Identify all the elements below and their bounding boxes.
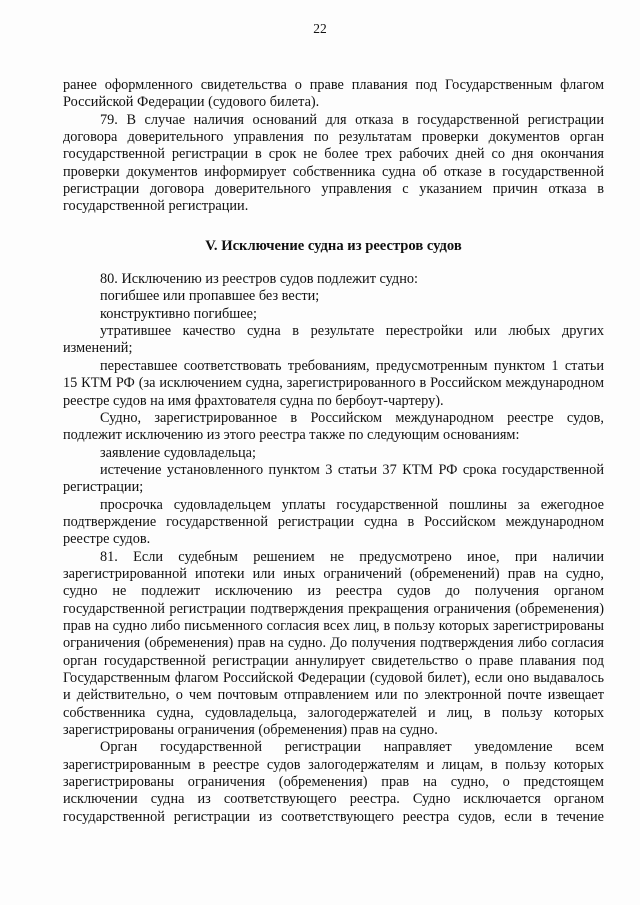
- paragraph-80: 80. Исключению из реестров судов подлежит судно:: [100, 271, 418, 288]
- list-item: конструктивно погибшее;: [100, 305, 257, 322]
- page-number: 22: [313, 21, 327, 36]
- paragraph-notification: Орган государственной регистрации направляет уведомление всем зарегистрированным в реестре судов залогодержателям и лицам, в пользу которых зарегистрированы ограничения (обременения) прав на судно, о предстоящем исключении судна из соответствующего реестра. Судно исключается органом государственной регистрации из соответствующего реестра судов, если в течение: [63, 739, 604, 825]
- document-body: [63, 77, 604, 826]
- list-item: заявление судовладельца;: [100, 444, 256, 461]
- paragraph-continuation: ранее оформленного свидетельства о праве плавания под Государственным флагом Российской Федерации (судового билета).: [63, 77, 604, 111]
- paragraph-79: 79. В случае наличия оснований для отказа в государственной регистрации договора доверительного управления по результатам проверки документов орган государственной регистрации в срок не более трех рабочих дней со дня окончания проверки документов информирует собственника судна об отказе в государственной регистрации договора доверительного управления с указанием причин отказа в государственной регистрации.: [63, 111, 604, 215]
- paragraph-international-registry: Судно, зарегистрированное в Российском международном реестре судов, подлежит исключению из этого реестра также по следующим основаниям:: [63, 409, 604, 444]
- paragraph-81: 81. Если судебным решением не предусмотрено иное, при наличии зарегистрированной ипотеки или иных ограничений (обременений) прав на судно, судно не подлежит исключению из реестра судов до получения органом государственной регистрации подтверждения прекращения ограничения (обременения) прав на судно либо письменного согласия всех лиц, в пользу которых зарегистрированы ограничения (обременения) прав на судно. До получения подтверждения либо согласия орган государственной регистрации аннулирует свидетельство о праве плавания под Государственным флагом Российской Федерации (судовой билет), если оно выдавалось и действительно, о чем почтовым отправлением или по электронной почте извещает собственника судна, судовладельца, залогодержателей и лиц, в пользу которых зарегистрированы ограничения (обременения) прав на судно.: [63, 548, 604, 739]
- list-item: истечение установленного пунктом 3 статьи 37 КТМ РФ срока государственной регистрации;: [63, 461, 604, 496]
- list-item: просрочка судовладельцем уплаты государственной пошлины за ежегодное подтверждение государственной регистрации судна в Российском международном реестре судов.: [63, 496, 604, 548]
- list-item: погибшее или пропавшее без вести;: [100, 288, 320, 305]
- list-item: утратившее качество судна в результате перестройки или любых других изменений;: [63, 323, 604, 357]
- list-item: переставшее соответствовать требованиям, предусмотренным пунктом 1 статьи 15 КТМ РФ (за исключением судна, зарегистрированного в Российском международном реестре судов на имя фрахтователя судна по бербоут-чартеру).: [63, 357, 604, 409]
- section-heading: V. Исключение судна из реестров судов: [205, 237, 462, 254]
